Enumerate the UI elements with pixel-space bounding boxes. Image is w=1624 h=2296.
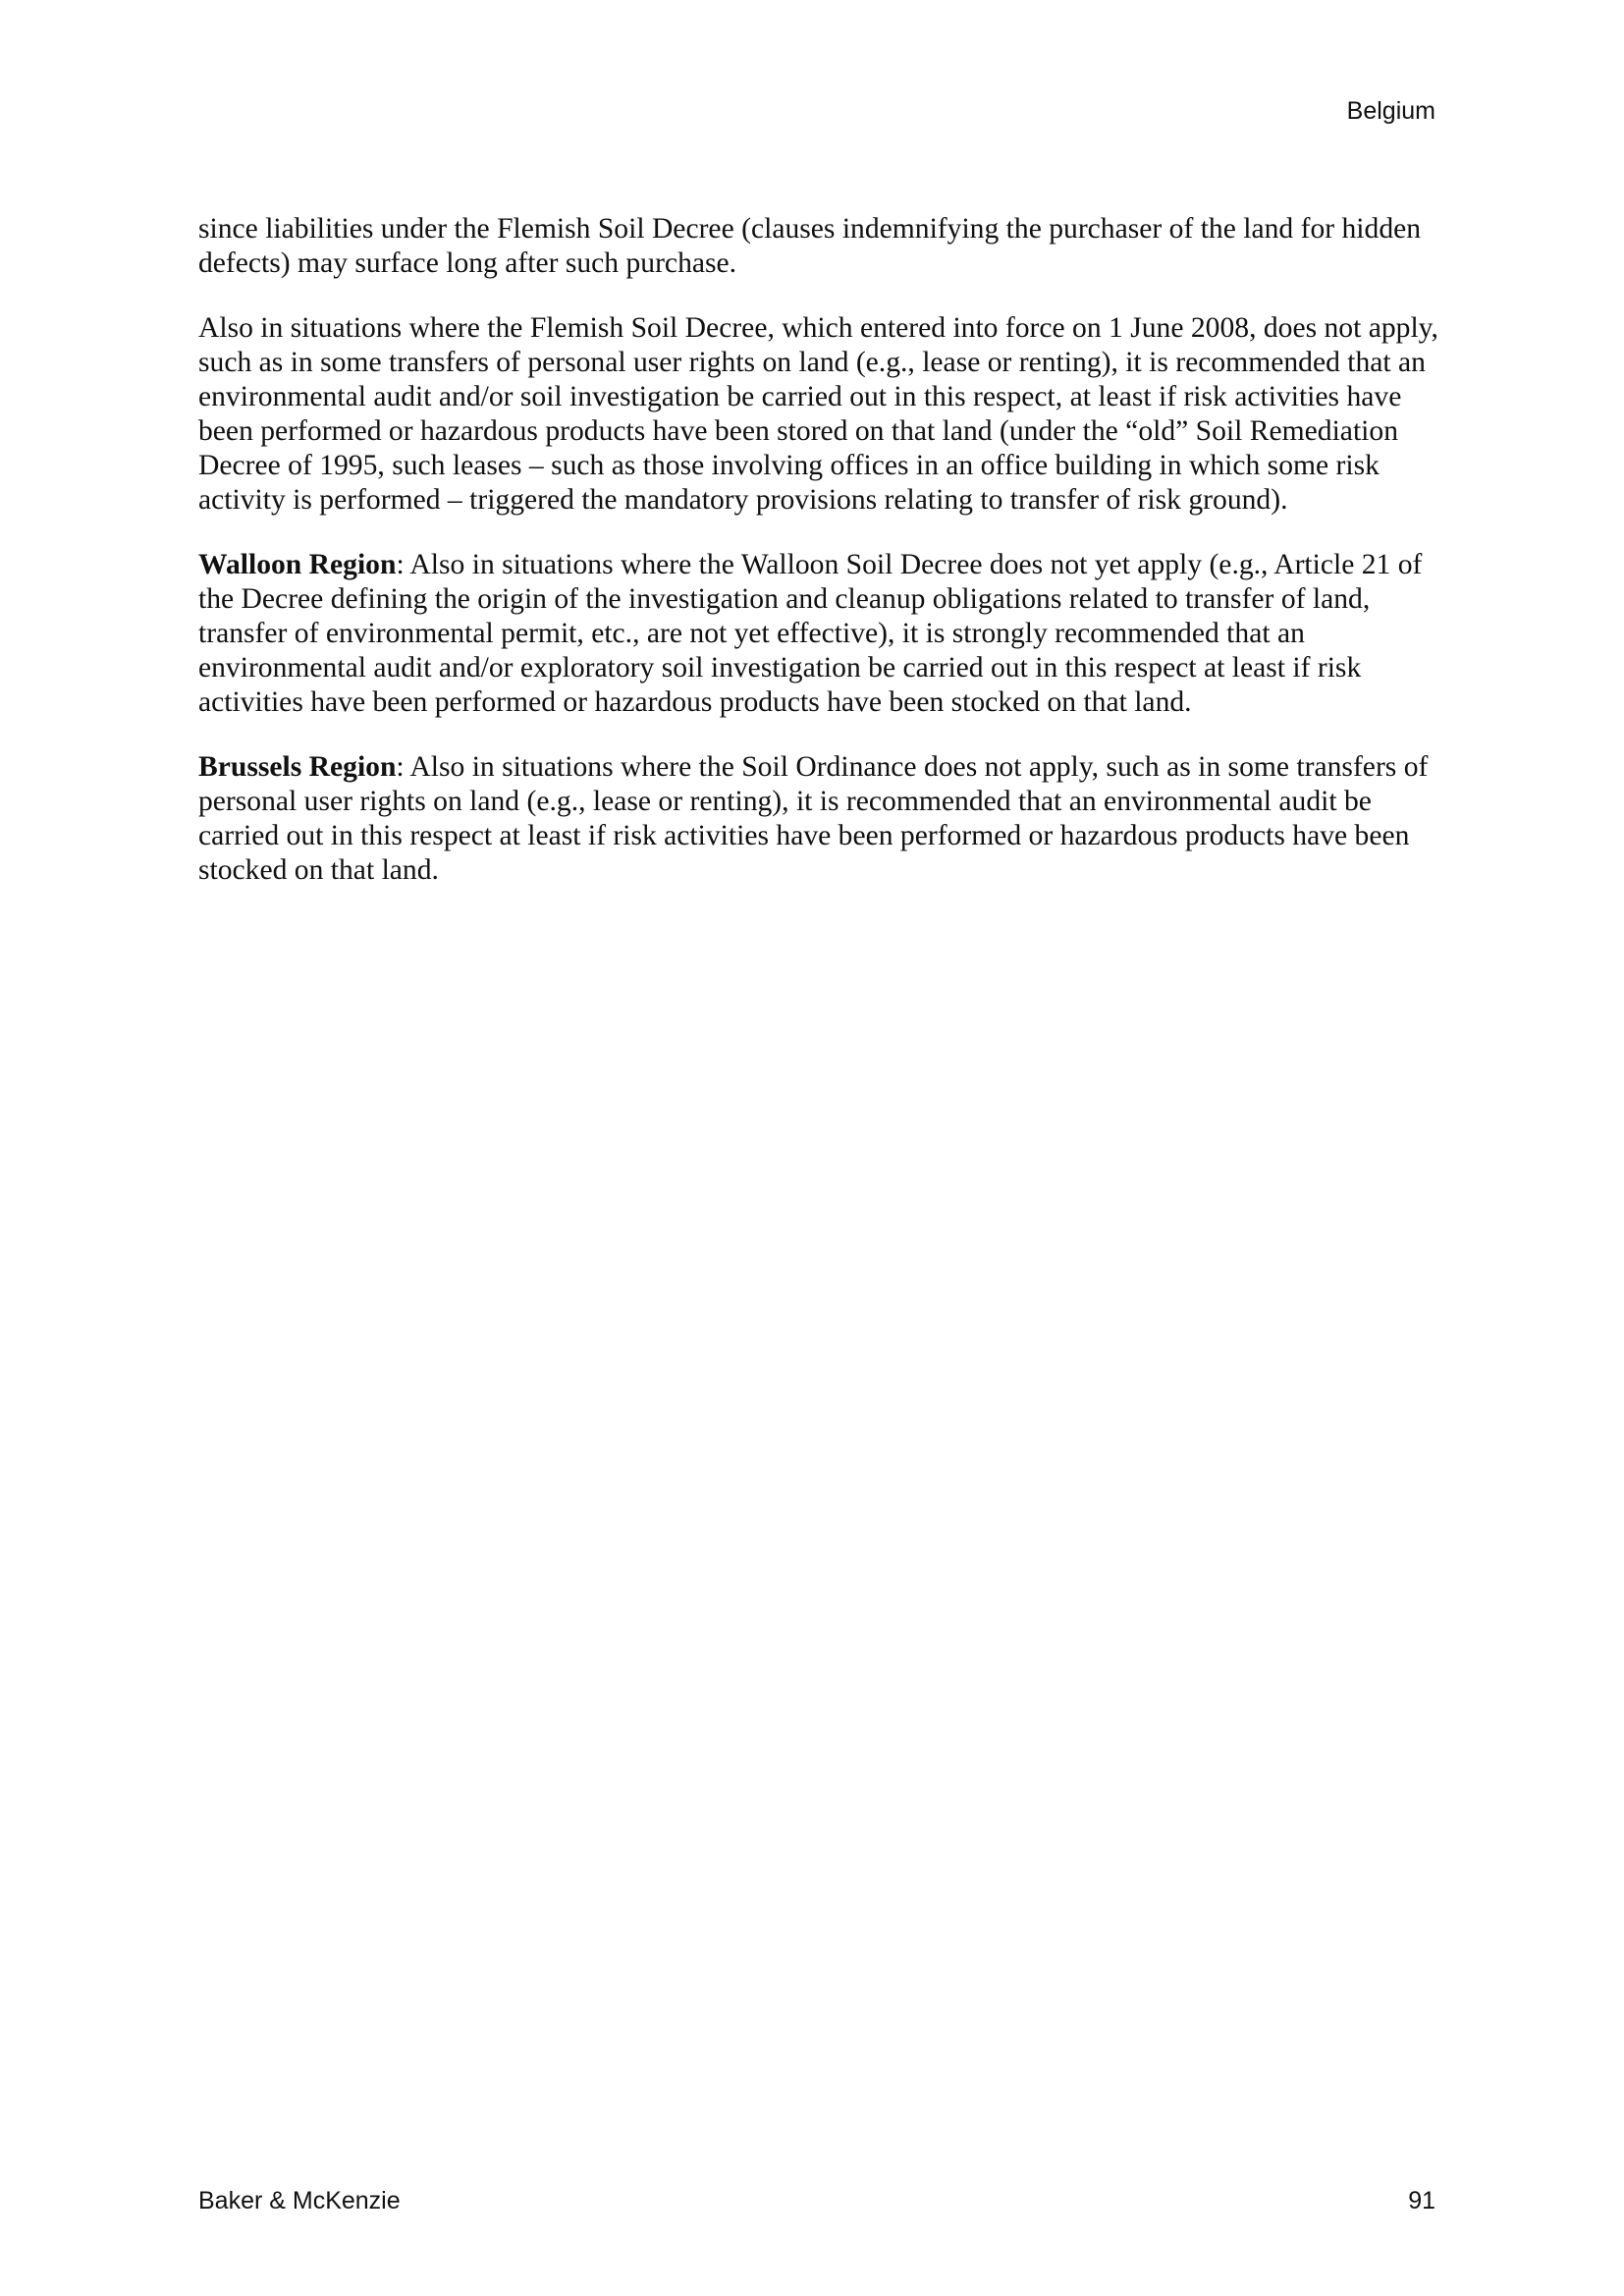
running-header: Belgium bbox=[1346, 97, 1435, 125]
paragraph-lead: Walloon Region bbox=[198, 549, 397, 580]
paragraph-brussels bbox=[198, 750, 1441, 888]
paragraph-lead: Brussels Region bbox=[198, 751, 397, 783]
paragraph-text: since liabilities under the Flemish Soil Decree (clauses indemnifying the purchaser of the land for hidden defects) may surface long after such purchase. bbox=[198, 213, 1422, 279]
paragraph-walloon bbox=[198, 548, 1441, 720]
paragraph-text: : Also in situations where the Soil Ordinance does not apply, such as in some transfers of personal user rights on land (e.g., lease or renting), it is recommended that an environmental audit be carried out in this respect at least if risk activities have been performed or hazardous products have been stocked on that land. bbox=[198, 751, 1429, 886]
body-text bbox=[198, 212, 1441, 918]
page-number: 91 bbox=[1408, 2187, 1435, 2214]
paragraph-text: Also in situations where the Flemish Soil Decree, which entered into force on 1 June 2008, does not apply, such as in some transfers of personal user rights on land (e.g., lease or renting), it is recommended that an environmental audit and/or soil investigation be carried out in this respect, at least if risk activities have been performed or hazardous products have been stored on that land (under the “old” Soil Remediation Decree of 1995, such leases – such as those involving offices in an office building in which some risk activity is performed – triggered the mandatory provisions relating to transfer of risk ground). bbox=[198, 312, 1438, 516]
paragraph-flemish bbox=[198, 311, 1441, 518]
footer-firm-name: Baker & McKenzie bbox=[198, 2187, 401, 2214]
page-footer bbox=[198, 2186, 1435, 2215]
paragraph-text: : Also in situations where the Walloon Soil Decree does not yet apply (e.g., Article 21 of the Decree defining the origin of the investigation and cleanup obligations related to transfer of land, transfer of environmental permit, etc., are not yet effective), it is strongly recommended that an environmental audit and/or exploratory soil investigation be carried out in this respect at least if risk activities have been performed or hazardous products have been stocked on that land. bbox=[198, 549, 1423, 718]
paragraph-continuation bbox=[198, 212, 1441, 281]
